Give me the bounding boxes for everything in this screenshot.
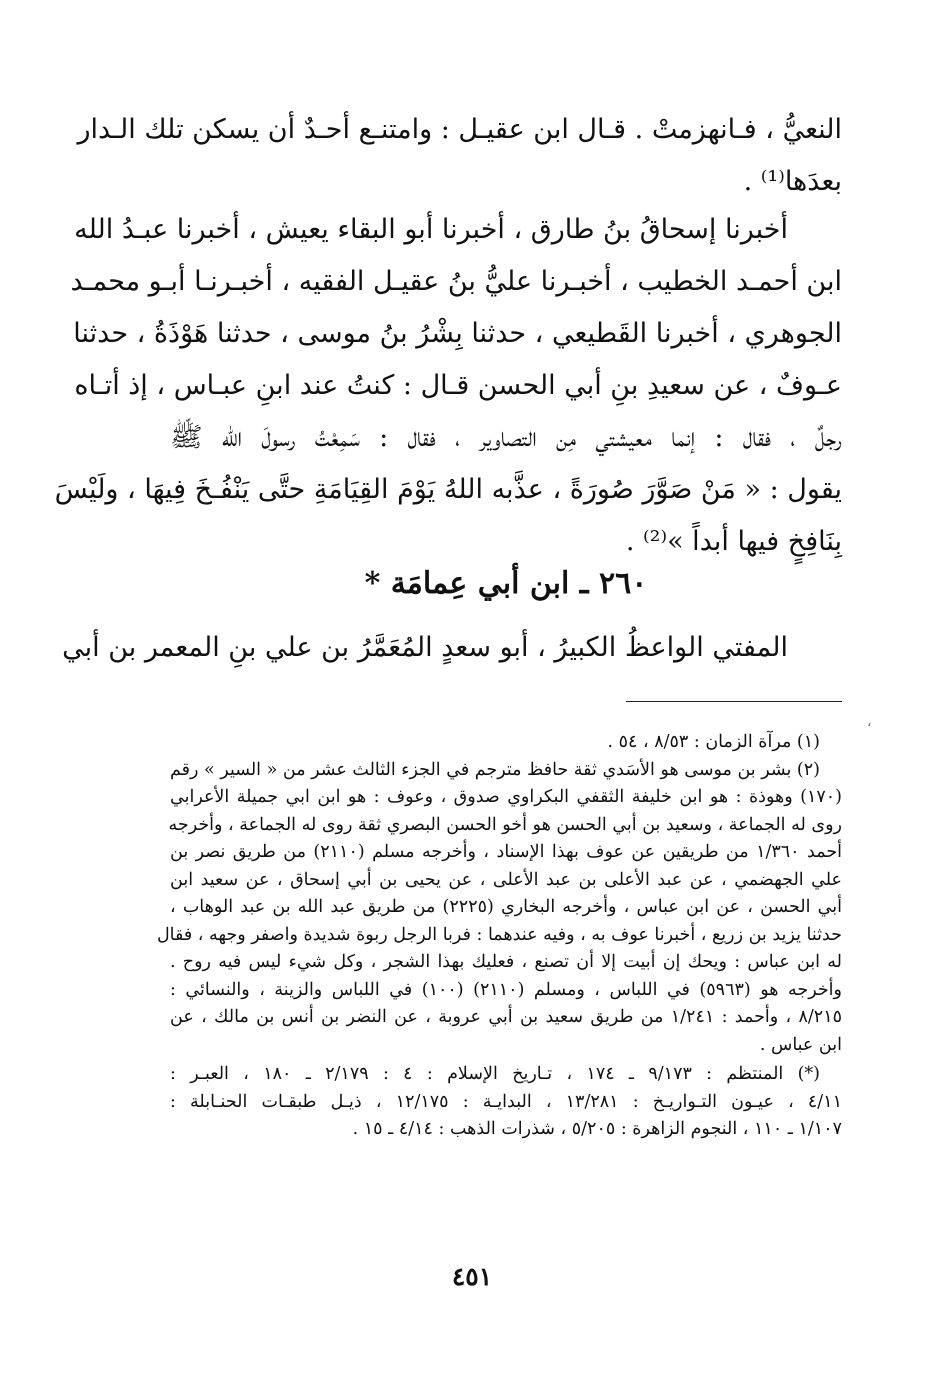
- text-line: رجلٌ ، فقال : إنما معيشتي مِن التصاوير ، فقال : سَمِعْتُ رسولَ الله ﷺ: [170, 422, 842, 453]
- text-line: الجوهري ، أخبرنا القَطيعي ، حدثنا بِشْرُ بنُ موسى ، حدثنا هَوْذَةُ ، حدثنا: [73, 318, 842, 349]
- footnote-line: أحمد ١/٣٦٠ من طريقين عن عوف بهذا الإسناد ، وأخرجه مسلم (٢١١٠) من طريق نصر بن: [170, 842, 843, 862]
- text-line: يقول : « مَنْ صَوَّرَ صُورَةً ، عذَّبه اللهُ يَوْمَ القِيَامَةِ حتَّى يَنْفُـخَ فِيهَا ، ولَيْسَ: [54, 474, 842, 505]
- margin-mark: ،: [867, 714, 872, 730]
- footnote-line: (١٧٠) وهوذة : هو ابن خليفة الثقفي البكراوي صدوق ، وعوف : هو ابن ابي جميلة الأعرابي: [170, 787, 842, 807]
- footnote-line: ٤/١١ ، عيـون التـواريـخ : ١٣/٢٨١ ، البدايـة : ١٢/١٧٥ ، ذيـل طبقـات الحنـابلة :: [170, 1091, 842, 1112]
- text-line: عـوفٌ ، عن سعيدِ بنِ أبي الحسن قـال : كنتُ عند ابنِ عبـاس ، إذ أتـاه: [74, 370, 842, 401]
- footnote-line: ١/١٠٧ ـ ١١٠ ، النجوم الزاهرة : ٥/٢٠٥ ، شذرات الذهب : ٤/١٤ ـ ١٥ .: [352, 1119, 842, 1139]
- text-line: ابن أحمـد الخطيب ، أخبـرنا عليُّ بنُ عقيـل الفقيه ، أخبـرنـا أبـو محمـد: [70, 266, 842, 297]
- paragraph-hadith-chain: [54, 204, 842, 568]
- footnote-line: (*) المنتظم : ٩/١٧٣ ـ ١٧٤ ، تـاريخ الإسلام : ٤ : ٢/١٧٩ ـ ١٨٠ ، العبـر :: [170, 1064, 820, 1084]
- text-line: النعيُّ ، فـانهزمتْ . قـال ابن عقيـل : وامتنـع أحـدٌ أن يسكن تلك الـدار: [77, 114, 842, 145]
- footnote-line: (١) مرآة الزمان : ٨/٥٣ ، ٥٤ .: [607, 732, 820, 752]
- footnote-1: [170, 729, 842, 757]
- page-number: ٤٥١: [451, 1262, 493, 1291]
- footnote-line: له ابن عباس : ويحك إن أبيت إلا أن تصنع ، فعليك بهذا الشجر ، وكل شيء ليس فيه روح .: [170, 952, 842, 972]
- text-line: بعدَها⁽¹⁾ .: [743, 166, 842, 197]
- text-line: بِنَافِخٍ فيها أبداً »⁽²⁾ .: [625, 526, 842, 557]
- footnote-divider: [626, 701, 842, 702]
- footnote-line: (٢) بشر بن موسى هو الأسَدي ثقة حافظ مترجم في الجزء الثالث عشر من « السير » رقم: [170, 759, 820, 780]
- section-heading: ٢٦٠ ـ ابن أبي عِمامَة *: [364, 566, 648, 601]
- footnote-star: [170, 1061, 842, 1144]
- footnote-line: أبي الحسن ، عن ابن عباس ، وأخرجه البخاري (٢٢٢٥) من طريق عبد الله بن عبد الوهاب ،: [170, 897, 843, 917]
- footnotes: [156, 729, 843, 1144]
- text-line: المفتي الواعظُ الكبيرُ ، أبو سعدٍ المُعَمَّرُ بن علي بنِ المعمر بن أبي: [62, 632, 788, 663]
- footnote-line: حدثنا يزيد بن زريع ، أخبرنا عوف به ، وفيه عندهما : فربا الرجل ربوة شديدة واصفر وجهه ، فقال: [156, 924, 842, 945]
- paragraph-continuation: [77, 104, 842, 208]
- text-line: أخبرنا إسحاقُ بنُ طارق ، أخبرنا أبو البقاء يعيش ، أخبرنا عبـدُ الله: [74, 214, 788, 245]
- footnote-2: [156, 757, 843, 1060]
- biography-start: [62, 622, 842, 674]
- footnote-line: روى له الجماعة ، وسعيد بن أبي الحسن هو أخو الحسن البصري ثقة روى له الجماعة ، وأخرجه: [168, 814, 842, 835]
- footnote-line: ٨/٢١٥ ، وأحمد : ١/٢٤١ من طريق سعيد بن أبي عروبة ، عن النضر بن أنس بن مالك ، عن: [170, 1007, 842, 1027]
- footnote-line: ابن عباس .: [759, 1034, 842, 1055]
- footnote-line: علي الجهضمي ، عن عبد الأعلى بن عبد الأعلى ، عن يحيى بن أبي إسحاق ، عن سعيد ابن: [170, 869, 842, 890]
- footnote-line: وأخرجه هو (٥٩٦٣) في اللباس ، ومسلم (٢١١٠) (١٠٠) في اللباس والزينة ، والنسائي :: [170, 979, 842, 1000]
